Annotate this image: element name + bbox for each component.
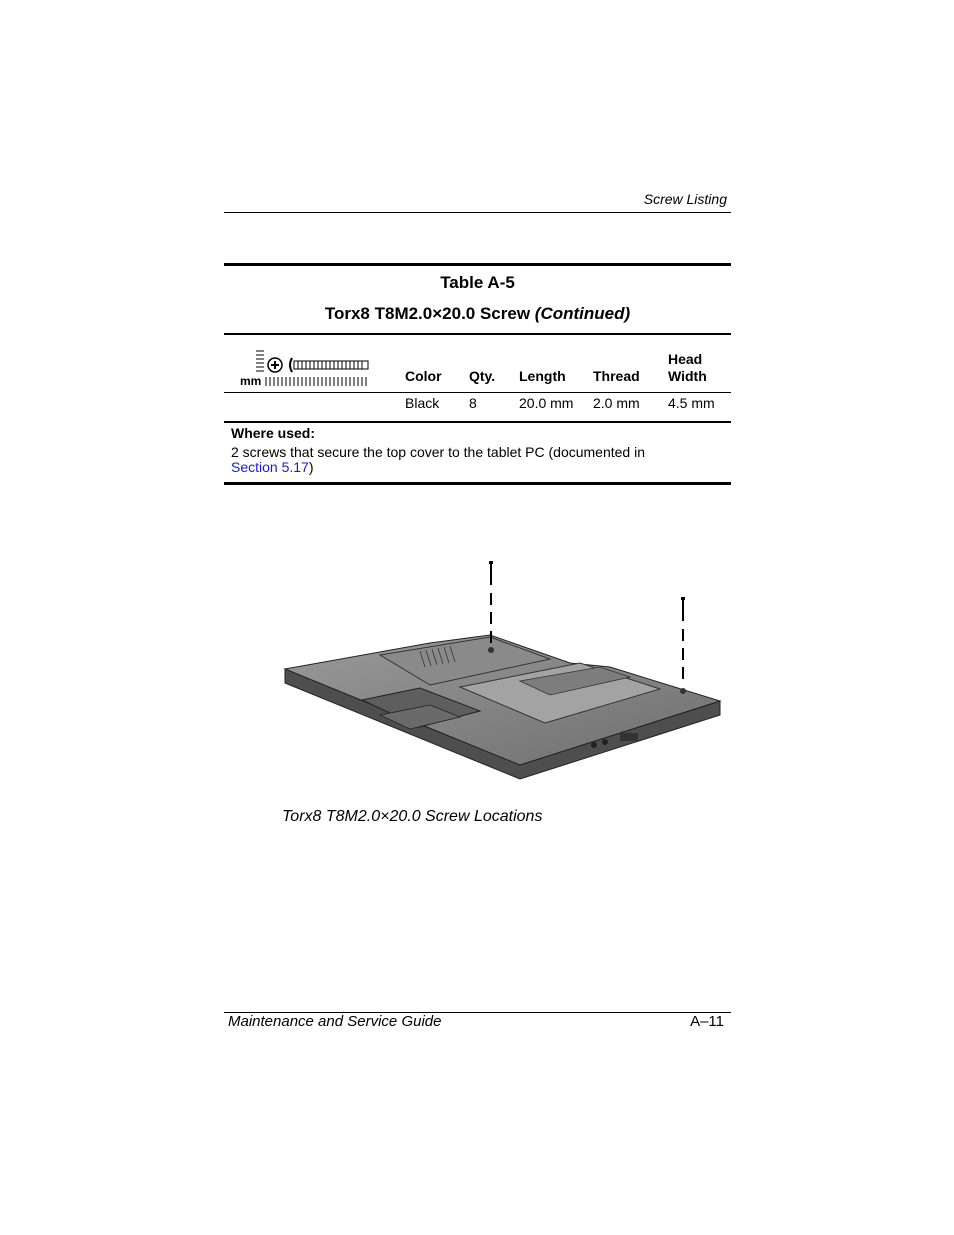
header-rule [224,212,731,213]
footer-guide-title: Maintenance and Service Guide [228,1013,442,1030]
cell-qty: 8 [469,395,477,411]
table-title-main: Torx8 T8M2.0×20.0 Screw [324,304,531,323]
table-top-rule [224,263,731,266]
table-bottom-rule [224,482,731,485]
col-header-head-width-line1: Head [668,351,703,367]
table-number: Table A-5 [440,273,515,292]
mm-scale-label: mm [240,374,262,388]
cell-head-width: 4.5 mm [668,395,715,411]
col-header-head-width-line2: Width [668,368,707,384]
section-link[interactable]: Section 5.17 [231,459,309,475]
screw-2 [680,597,686,694]
cell-length: 20.0 mm [519,395,574,411]
table-title [224,304,731,324]
figure-caption: Torx8 T8M2.0×20.0 Screw Locations [282,808,543,825]
col-header-length: Length [519,368,566,384]
where-used-label: Where used: [231,425,316,441]
cell-color: Black [405,395,440,411]
running-header: Screw Listing [643,191,727,207]
col-header-qty: Qty. [469,368,496,384]
col-header-color: Color [405,368,442,384]
where-used-close: ) [308,459,314,475]
cell-thread: 2.0 mm [593,395,640,411]
table-title-rule [224,333,731,335]
table-title-suffix: (Continued) [534,304,631,323]
where-used-text [231,445,711,475]
data-row-rule [224,421,731,423]
header-row-rule [224,392,731,393]
col-header-thread: Thread [593,368,640,384]
tablet-pc-illustration [280,555,725,790]
where-used-description: 2 screws that secure the top cover to the tablet PC (documented in [231,444,645,460]
screw-scale-illustration [252,348,372,388]
col-header-head-width [668,351,707,385]
page-number: A–11 [690,1013,724,1030]
